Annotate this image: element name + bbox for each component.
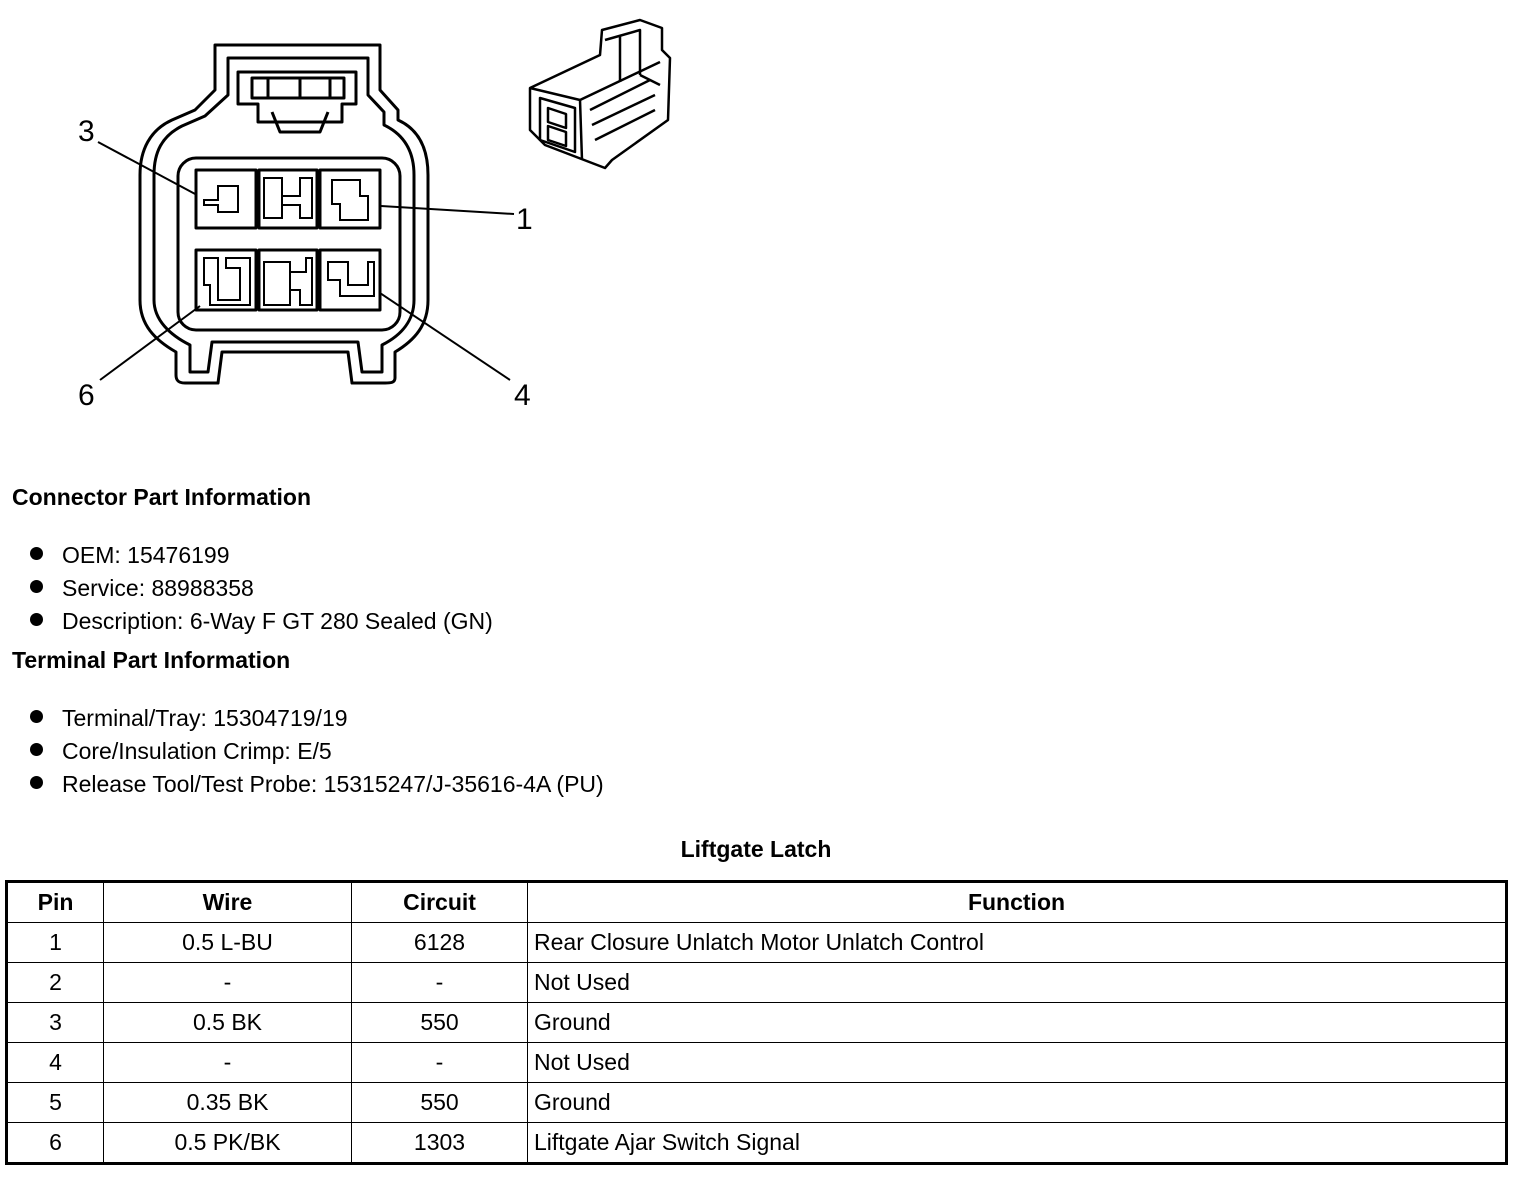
pin-label-4: 4 [514, 379, 531, 412]
cell-function: Ground [528, 1003, 1507, 1043]
connector-part-info-list [30, 538, 493, 637]
table-row [7, 1083, 1507, 1123]
bullet-icon [30, 547, 43, 560]
cell-circuit: 6128 [352, 923, 528, 963]
cell-function: Not Used [528, 963, 1507, 1003]
cell-circuit: 1303 [352, 1123, 528, 1164]
cell-wire: 0.5 L-BU [104, 923, 352, 963]
cell-circuit: 550 [352, 1003, 528, 1043]
cell-wire: 0.5 PK/BK [104, 1123, 352, 1164]
table-row [7, 1003, 1507, 1043]
bullet-icon [30, 710, 43, 723]
bullet-icon [30, 613, 43, 626]
cell-circuit: - [352, 963, 528, 1003]
cell-wire: - [104, 1043, 352, 1083]
cell-circuit: 550 [352, 1083, 528, 1123]
connector-housing-outline [140, 45, 428, 383]
bullet-icon [30, 580, 43, 593]
list-item-text: OEM: 15476199 [62, 541, 230, 568]
connector-part-info-title: Connector Part Information [12, 484, 312, 510]
table-header-row [7, 882, 1507, 923]
list-item [30, 538, 493, 571]
bullet-icon [30, 743, 43, 756]
pinout-table [5, 880, 1508, 1165]
header-pin: Pin [7, 882, 104, 923]
header-wire: Wire [104, 882, 352, 923]
table-row [7, 923, 1507, 963]
table-row [7, 1123, 1507, 1164]
terminal-part-info-list [30, 701, 604, 800]
list-item [30, 604, 493, 637]
cell-function: Ground [528, 1083, 1507, 1123]
cell-wire: 0.5 BK [104, 1003, 352, 1043]
connector-face-diagram [0, 0, 700, 440]
list-item [30, 701, 604, 734]
cell-pin: 4 [7, 1043, 104, 1083]
list-item-text: Release Tool/Test Probe: 15315247/J-35616-4A (PU) [62, 770, 604, 797]
cell-wire: - [104, 963, 352, 1003]
cell-pin: 1 [7, 923, 104, 963]
cell-function: Liftgate Ajar Switch Signal [528, 1123, 1507, 1164]
pin-label-1: 1 [516, 203, 533, 236]
cell-function: Rear Closure Unlatch Motor Unlatch Control [528, 923, 1507, 963]
leader-line-pin-4 [380, 293, 510, 380]
header-function: Function [528, 882, 1507, 923]
list-item [30, 767, 604, 800]
cell-function: Not Used [528, 1043, 1507, 1083]
header-circuit: Circuit [352, 882, 528, 923]
pin-label-3: 3 [78, 115, 95, 148]
cell-circuit: - [352, 1043, 528, 1083]
cell-pin: 2 [7, 963, 104, 1003]
list-item [30, 571, 493, 604]
table-title: Liftgate Latch [680, 836, 832, 862]
table-row [7, 1043, 1507, 1083]
cell-pin: 5 [7, 1083, 104, 1123]
list-item [30, 734, 604, 767]
pin-label-6: 6 [78, 379, 95, 412]
table-row [7, 963, 1507, 1003]
list-item-text: Core/Insulation Crimp: E/5 [62, 737, 332, 764]
list-item-text: Terminal/Tray: 15304719/19 [62, 704, 348, 731]
connector-isometric-view [530, 20, 670, 168]
bullet-icon [30, 776, 43, 789]
cell-pin: 6 [7, 1123, 104, 1164]
terminal-part-info-title: Terminal Part Information [12, 647, 291, 673]
cell-wire: 0.35 BK [104, 1083, 352, 1123]
list-item-text: Service: 88988358 [62, 574, 254, 601]
connector-housing-inner-outline [154, 58, 414, 372]
leader-line-pin-3 [98, 142, 197, 195]
cell-pin: 3 [7, 1003, 104, 1043]
list-item-text: Description: 6-Way F GT 280 Sealed (GN) [62, 607, 493, 634]
